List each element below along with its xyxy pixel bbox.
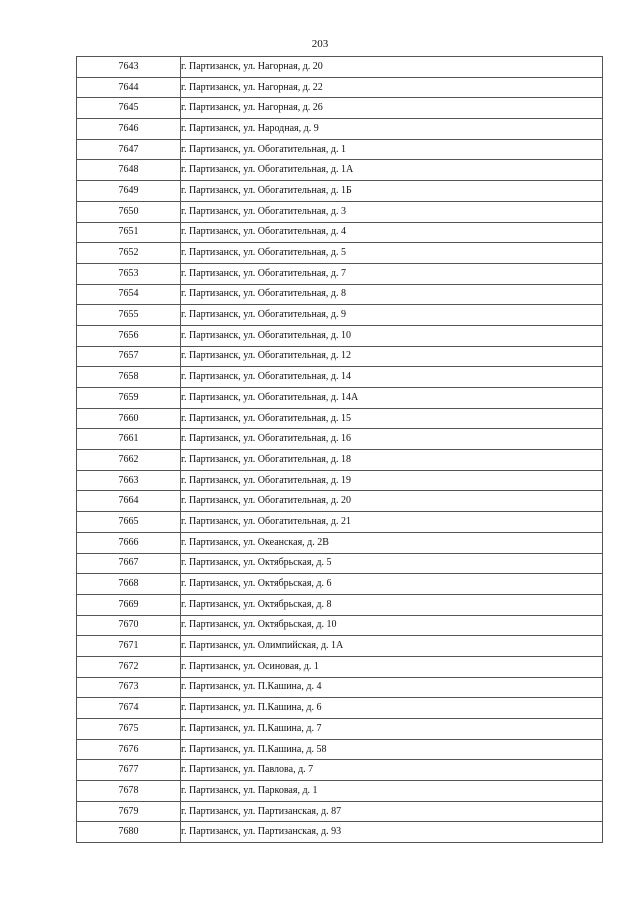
row-number-cell: 7656 bbox=[77, 325, 181, 346]
address-cell: г. Партизанск, ул. Обогатительная, д. 14А bbox=[181, 388, 603, 409]
row-number-cell: 7661 bbox=[77, 429, 181, 450]
row-number-cell: 7668 bbox=[77, 574, 181, 595]
address-cell: г. Партизанск, ул. Обогатительная, д. 1Б bbox=[181, 181, 603, 202]
table-row bbox=[77, 429, 603, 450]
address-cell: г. Партизанск, ул. Океанская, д. 2В bbox=[181, 532, 603, 553]
address-cell: г. Партизанск, ул. Обогатительная, д. 16 bbox=[181, 429, 603, 450]
table-row bbox=[77, 222, 603, 243]
address-cell: г. Партизанск, ул. П.Кашина, д. 4 bbox=[181, 677, 603, 698]
row-number-cell: 7650 bbox=[77, 201, 181, 222]
table-row bbox=[77, 491, 603, 512]
address-cell: г. Партизанск, ул. Обогатительная, д. 14 bbox=[181, 367, 603, 388]
row-number-cell: 7677 bbox=[77, 760, 181, 781]
table-row bbox=[77, 346, 603, 367]
address-table-body bbox=[77, 57, 603, 843]
address-cell: г. Партизанск, ул. Обогатительная, д. 10 bbox=[181, 325, 603, 346]
address-cell: г. Партизанск, ул. Парковая, д. 1 bbox=[181, 781, 603, 802]
row-number-cell: 7680 bbox=[77, 822, 181, 843]
address-cell: г. Партизанск, ул. Партизанская, д. 93 bbox=[181, 822, 603, 843]
address-cell: г. Партизанск, ул. Обогатительная, д. 7 bbox=[181, 263, 603, 284]
row-number-cell: 7666 bbox=[77, 532, 181, 553]
row-number-cell: 7678 bbox=[77, 781, 181, 802]
table-row bbox=[77, 181, 603, 202]
address-cell: г. Партизанск, ул. Нагорная, д. 22 bbox=[181, 77, 603, 98]
table-row bbox=[77, 739, 603, 760]
row-number-cell: 7647 bbox=[77, 139, 181, 160]
address-cell: г. Партизанск, ул. Павлова, д. 7 bbox=[181, 760, 603, 781]
row-number-cell: 7648 bbox=[77, 160, 181, 181]
table-row bbox=[77, 636, 603, 657]
table-row bbox=[77, 656, 603, 677]
row-number-cell: 7675 bbox=[77, 719, 181, 740]
row-number-cell: 7645 bbox=[77, 98, 181, 119]
table-row bbox=[77, 719, 603, 740]
address-cell: г. Партизанск, ул. Октябрьская, д. 6 bbox=[181, 574, 603, 595]
row-number-cell: 7676 bbox=[77, 739, 181, 760]
row-number-cell: 7660 bbox=[77, 408, 181, 429]
address-cell: г. Партизанск, ул. Обогатительная, д. 4 bbox=[181, 222, 603, 243]
table-row bbox=[77, 698, 603, 719]
table-row bbox=[77, 388, 603, 409]
row-number-cell: 7649 bbox=[77, 181, 181, 202]
table-row bbox=[77, 801, 603, 822]
table-row bbox=[77, 781, 603, 802]
address-cell: г. Партизанск, ул. Октябрьская, д. 5 bbox=[181, 553, 603, 574]
address-table bbox=[76, 56, 603, 843]
row-number-cell: 7679 bbox=[77, 801, 181, 822]
address-cell: г. Партизанск, ул. Обогатительная, д. 12 bbox=[181, 346, 603, 367]
table-row bbox=[77, 119, 603, 140]
address-cell: г. Партизанск, ул. Обогатительная, д. 8 bbox=[181, 284, 603, 305]
table-row bbox=[77, 367, 603, 388]
row-number-cell: 7646 bbox=[77, 119, 181, 140]
address-cell: г. Партизанск, ул. П.Кашина, д. 58 bbox=[181, 739, 603, 760]
address-cell: г. Партизанск, ул. Народная, д. 9 bbox=[181, 119, 603, 140]
address-cell: г. Партизанск, ул. Обогатительная, д. 19 bbox=[181, 470, 603, 491]
row-number-cell: 7665 bbox=[77, 512, 181, 533]
address-cell: г. Партизанск, ул. Олимпийская, д. 1А bbox=[181, 636, 603, 657]
address-cell: г. Партизанск, ул. Обогатительная, д. 18 bbox=[181, 450, 603, 471]
row-number-cell: 7654 bbox=[77, 284, 181, 305]
table-row bbox=[77, 139, 603, 160]
table-row bbox=[77, 553, 603, 574]
table-row bbox=[77, 263, 603, 284]
row-number-cell: 7653 bbox=[77, 263, 181, 284]
row-number-cell: 7673 bbox=[77, 677, 181, 698]
row-number-cell: 7657 bbox=[77, 346, 181, 367]
address-cell: г. Партизанск, ул. Нагорная, д. 26 bbox=[181, 98, 603, 119]
row-number-cell: 7643 bbox=[77, 57, 181, 78]
row-number-cell: 7655 bbox=[77, 305, 181, 326]
row-number-cell: 7670 bbox=[77, 615, 181, 636]
table-row bbox=[77, 201, 603, 222]
address-cell: г. Партизанск, ул. Обогатительная, д. 15 bbox=[181, 408, 603, 429]
row-number-cell: 7663 bbox=[77, 470, 181, 491]
row-number-cell: 7659 bbox=[77, 388, 181, 409]
table-row bbox=[77, 57, 603, 78]
address-cell: г. Партизанск, ул. Обогатительная, д. 9 bbox=[181, 305, 603, 326]
address-cell: г. Партизанск, ул. Октябрьская, д. 10 bbox=[181, 615, 603, 636]
row-number-cell: 7658 bbox=[77, 367, 181, 388]
page-number: 203 bbox=[311, 38, 329, 50]
address-cell: г. Партизанск, ул. П.Кашина, д. 7 bbox=[181, 719, 603, 740]
row-number-cell: 7652 bbox=[77, 243, 181, 264]
address-cell: г. Партизанск, ул. Обогатительная, д. 21 bbox=[181, 512, 603, 533]
address-cell: г. Партизанск, ул. Обогатительная, д. 1А bbox=[181, 160, 603, 181]
table-row bbox=[77, 77, 603, 98]
row-number-cell: 7674 bbox=[77, 698, 181, 719]
table-row bbox=[77, 470, 603, 491]
row-number-cell: 7664 bbox=[77, 491, 181, 512]
address-cell: г. Партизанск, ул. Обогатительная, д. 1 bbox=[181, 139, 603, 160]
table-row bbox=[77, 98, 603, 119]
row-number-cell: 7671 bbox=[77, 636, 181, 657]
table-row bbox=[77, 594, 603, 615]
table-row bbox=[77, 574, 603, 595]
row-number-cell: 7662 bbox=[77, 450, 181, 471]
table-row bbox=[77, 408, 603, 429]
table-row bbox=[77, 450, 603, 471]
table-row bbox=[77, 305, 603, 326]
address-cell: г. Партизанск, ул. Обогатительная, д. 5 bbox=[181, 243, 603, 264]
row-number-cell: 7672 bbox=[77, 656, 181, 677]
table-row bbox=[77, 512, 603, 533]
table-row bbox=[77, 284, 603, 305]
row-number-cell: 7669 bbox=[77, 594, 181, 615]
address-cell: г. Партизанск, ул. Обогатительная, д. 3 bbox=[181, 201, 603, 222]
table-row bbox=[77, 532, 603, 553]
row-number-cell: 7644 bbox=[77, 77, 181, 98]
address-cell: г. Партизанск, ул. Осиновая, д. 1 bbox=[181, 656, 603, 677]
row-number-cell: 7651 bbox=[77, 222, 181, 243]
table-row bbox=[77, 615, 603, 636]
address-cell: г. Партизанск, ул. Нагорная, д. 20 bbox=[181, 57, 603, 78]
address-cell: г. Партизанск, ул. Партизанская, д. 87 bbox=[181, 801, 603, 822]
table-row bbox=[77, 822, 603, 843]
address-cell: г. Партизанск, ул. Обогатительная, д. 20 bbox=[181, 491, 603, 512]
table-row bbox=[77, 760, 603, 781]
table-row bbox=[77, 243, 603, 264]
address-cell: г. Партизанск, ул. П.Кашина, д. 6 bbox=[181, 698, 603, 719]
table-row bbox=[77, 677, 603, 698]
address-cell: г. Партизанск, ул. Октябрьская, д. 8 bbox=[181, 594, 603, 615]
table-row bbox=[77, 160, 603, 181]
table-row bbox=[77, 325, 603, 346]
row-number-cell: 7667 bbox=[77, 553, 181, 574]
